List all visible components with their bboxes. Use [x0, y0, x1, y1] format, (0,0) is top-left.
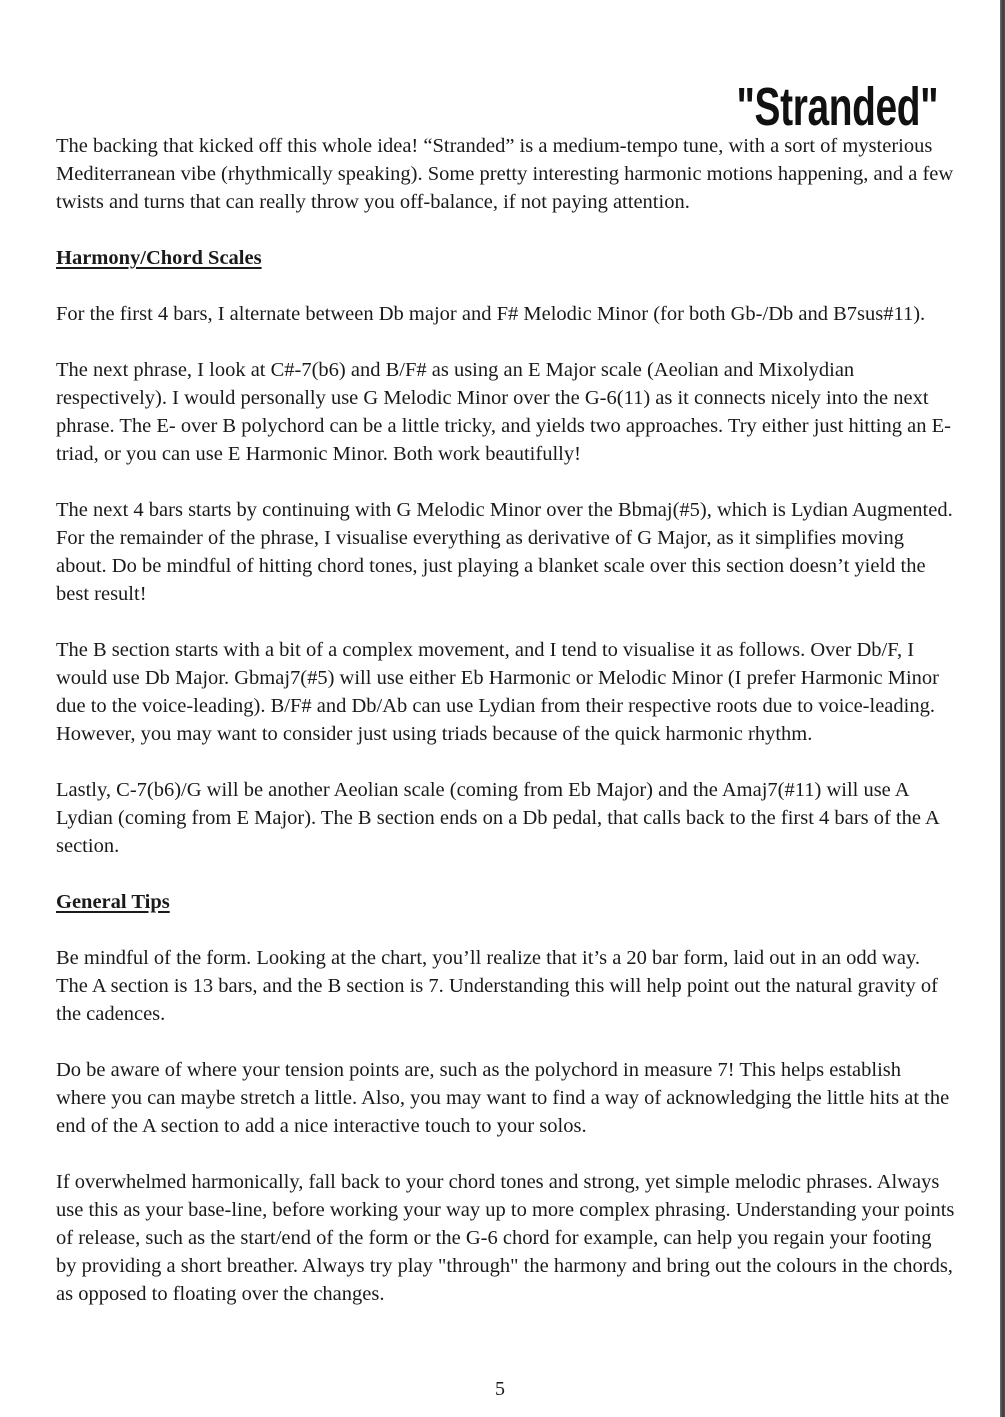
paragraph: The next 4 bars starts by continuing with G Melodic Minor over the Bbmaj(#5), which is Lydian Augmented. For the remainder of the phrase, I visualise everything as derivative of G Major, as it simplifies moving about. Do be mindful of hitting chord tones, just playing a blanket scale over this section doesn’t yield the best result! [56, 499, 953, 605]
page-content [56, 132, 956, 1336]
paragraph: If overwhelmed harmonically, fall back to your chord tones and strong, yet simple melodic phrases. Always use this as your base-line, before working your way up to more complex phrasing. Understanding your points of release, such as the start/end of the form or the G-6 chord for example, can help you regain your footing by providing a short breather. Always try play "through" the harmony and bring out the colours in the chords, as opposed to floating over the changes. [56, 1171, 955, 1305]
paragraph: Lastly, C-7(b6)/G will be another Aeolian scale (coming from Eb Major) and the Amaj7(#11) will use A Lydian (coming from E Major). The B section ends on a Db pedal, that calls back to the first 4 bars of the A section. [56, 779, 939, 857]
section-general-tips [56, 888, 956, 1308]
intro-paragraph: The backing that kicked off this whole idea! “Stranded” is a medium-tempo tune, with a sort of mysterious Mediterranean vibe (rhythmically speaking). Some pretty interesting harmonic motions happening, and a few twists and turns that can really throw you off-balance, if not paying attention. [56, 135, 954, 213]
paragraph: The B section starts with a bit of a complex movement, and I tend to visualise it as follows. Over Db/F, I would use Db Major. Gbmaj7(#5) will use either Eb Harmonic or Melodic Minor (I prefer Harmonic Minor due to the voice-leading). B/F# and Db/Ab can use Lydian from their respective roots due to voice-leading. However, you may want to consider just using triads because of the quick harmonic rhythm. [56, 639, 939, 745]
paragraph: Be mindful of the form. Looking at the chart, you’ll realize that it’s a 20 bar form, laid out in an odd way. The A section is 13 bars, and the B section is 7. Understanding this will help point out the natural gravity of the cadences. [56, 947, 938, 1025]
page-number: 5 [495, 1378, 505, 1400]
paragraph: For the first 4 bars, I alternate between Db major and F# Melodic Minor (for both Gb-/Db and B7sus#11). [56, 303, 926, 325]
paragraph: The next phrase, I look at C#-7(b6) and B/F# as using an E Major scale (Aeolian and Mixolydian respectively). I would personally use G Melodic Minor over the G-6(11) as it connects nicely into the next phrase. The E- over B polychord can be a little tricky, and yields two approaches. Try either just hitting an E- triad, or you can use E Harmonic Minor. Both work beautifully! [56, 359, 951, 465]
section-harmony [56, 244, 956, 860]
page-edge-divider [1000, 0, 1005, 1417]
section-heading-general-tips: General Tips [56, 891, 170, 913]
paragraph: Do be aware of where your tension points are, such as the polychord in measure 7! This helps establish where you can maybe stretch a little. Also, you may want to find a way of acknowledging the little hits at the end of the A section to add a nice interactive touch to your solos. [56, 1059, 950, 1137]
section-heading-harmony: Harmony/Chord Scales [56, 247, 262, 269]
page-title: "Stranded" [736, 77, 938, 138]
